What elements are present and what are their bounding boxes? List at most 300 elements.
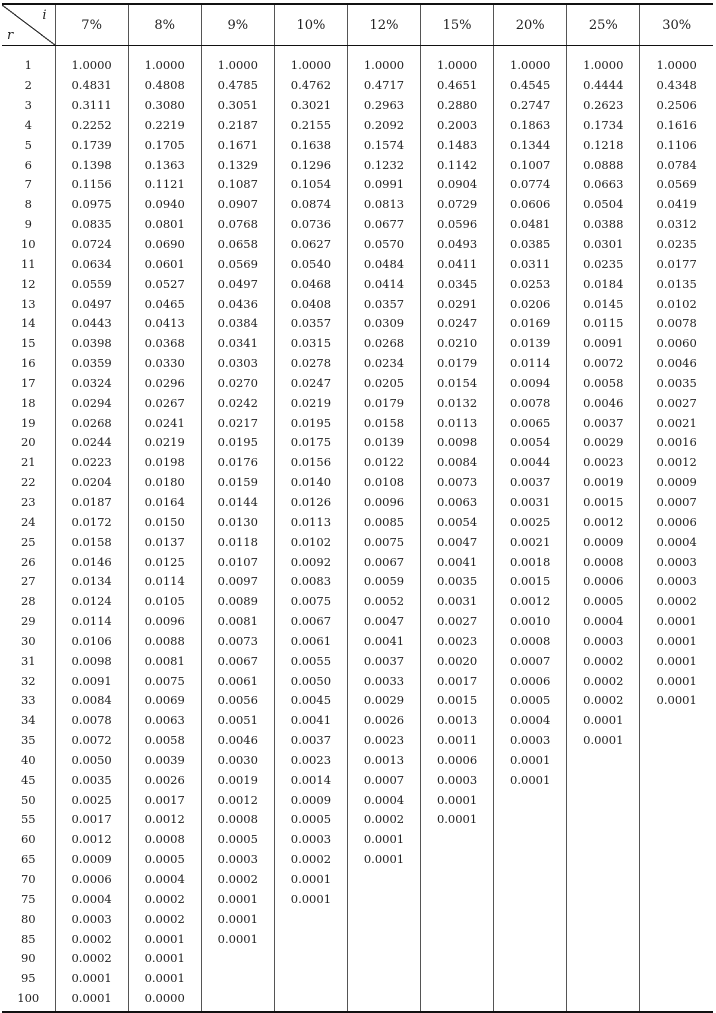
value-cell: 0.0037 [494, 473, 567, 493]
table-row [2, 691, 713, 711]
value-cell: 0.0084 [421, 453, 494, 473]
value-cell: 0.0035 [55, 770, 128, 790]
row-label: 22 [20, 475, 36, 490]
value-cell: 0.0102 [640, 294, 713, 314]
value-cell: 0.0217 [201, 413, 274, 433]
row-label: 65 [20, 852, 36, 867]
row-label: 27 [20, 574, 36, 589]
table-row [2, 473, 713, 493]
value-cell: 0.0021 [640, 413, 713, 433]
value-cell: 0.0114 [128, 572, 201, 592]
value-cell [347, 870, 420, 890]
value-cell: 0.0145 [567, 294, 640, 314]
row-label: 26 [20, 554, 36, 569]
value-cell: 0.0137 [128, 532, 201, 552]
value-cell: 0.0677 [347, 215, 420, 235]
value-cell: 0.1734 [567, 116, 640, 136]
value-cell: 0.0075 [347, 532, 420, 552]
value-cell: 0.0172 [55, 512, 128, 532]
value-cell: 0.0219 [128, 433, 201, 453]
value-cell: 0.0081 [201, 612, 274, 632]
value-cell: 0.0004 [347, 790, 420, 810]
table-row [2, 671, 713, 691]
value-cell [494, 810, 567, 830]
header-row [2, 4, 713, 46]
row-label: 95 [20, 971, 36, 986]
table-row [2, 116, 713, 136]
factor-table [2, 3, 713, 1004]
value-cell: 0.0187 [55, 493, 128, 513]
value-cell [494, 949, 567, 969]
value-cell: 0.0006 [55, 870, 128, 890]
value-cell: 0.0084 [55, 691, 128, 711]
value-cell [201, 989, 274, 1012]
value-cell: 0.0368 [128, 334, 201, 354]
value-cell: 0.0017 [421, 671, 494, 691]
value-cell: 0.0003 [274, 830, 347, 850]
value-cell: 0.0001 [421, 790, 494, 810]
rate-header: 25% [567, 4, 640, 46]
value-cell: 0.0504 [567, 195, 640, 215]
value-cell: 0.0007 [640, 493, 713, 513]
value-cell: 0.0003 [567, 631, 640, 651]
value-cell: 0.0002 [274, 850, 347, 870]
row-label: 12 [20, 276, 36, 291]
value-cell [567, 810, 640, 830]
row-label: 25 [20, 534, 36, 549]
value-cell: 0.0139 [347, 433, 420, 453]
row-label: 33 [20, 693, 36, 708]
value-cell: 0.1638 [274, 135, 347, 155]
value-cell: 0.0324 [55, 374, 128, 394]
value-cell: 0.0158 [55, 532, 128, 552]
value-cell: 0.0006 [640, 512, 713, 532]
value-cell: 0.0888 [567, 155, 640, 175]
value-cell: 0.0267 [128, 393, 201, 413]
value-cell [494, 850, 567, 870]
rate-header: 12% [347, 4, 420, 46]
value-cell: 0.0078 [640, 314, 713, 334]
value-cell [347, 929, 420, 949]
value-cell [274, 969, 347, 989]
value-cell [567, 850, 640, 870]
value-cell [640, 889, 713, 909]
value-cell: 1.0000 [201, 46, 274, 76]
table-row [2, 989, 713, 1012]
value-cell: 0.0132 [421, 393, 494, 413]
value-cell [274, 989, 347, 1012]
value-cell: 0.0098 [55, 651, 128, 671]
corner-cell [2, 4, 55, 46]
value-cell [640, 850, 713, 870]
value-cell [421, 850, 494, 870]
value-cell: 0.0067 [201, 651, 274, 671]
row-label: 1 [24, 58, 32, 73]
value-cell: 0.0002 [55, 929, 128, 949]
value-cell [567, 770, 640, 790]
table-row [2, 969, 713, 989]
value-cell: 0.0312 [640, 215, 713, 235]
row-label: 17 [20, 375, 36, 390]
value-cell: 0.0493 [421, 235, 494, 255]
value-cell [640, 711, 713, 731]
value-cell: 0.0013 [421, 711, 494, 731]
table-row [2, 929, 713, 949]
value-cell: 0.0047 [421, 532, 494, 552]
value-cell: 0.0006 [494, 671, 567, 691]
value-cell: 0.0244 [55, 433, 128, 453]
value-cell: 0.1156 [55, 175, 128, 195]
value-cell: 0.0130 [201, 512, 274, 532]
value-cell: 0.0001 [201, 909, 274, 929]
value-cell: 0.0004 [128, 870, 201, 890]
row-label: 45 [20, 772, 36, 787]
value-cell [567, 949, 640, 969]
value-cell: 0.0164 [128, 493, 201, 513]
row-label: 11 [20, 256, 36, 271]
value-cell: 0.0468 [274, 274, 347, 294]
table-row [2, 314, 713, 334]
value-cell: 1.0000 [421, 46, 494, 76]
value-cell: 0.0176 [201, 453, 274, 473]
value-cell: 0.0126 [274, 493, 347, 513]
value-cell: 0.0009 [274, 790, 347, 810]
table-row [2, 254, 713, 274]
value-cell [347, 889, 420, 909]
value-cell: 0.0058 [567, 374, 640, 394]
value-cell: 0.0033 [347, 671, 420, 691]
value-cell [421, 830, 494, 850]
value-cell: 0.2747 [494, 96, 567, 116]
rate-header: 30% [640, 4, 713, 46]
value-cell: 0.0107 [201, 552, 274, 572]
value-cell: 0.1007 [494, 155, 567, 175]
value-cell [640, 731, 713, 751]
value-cell: 0.0014 [274, 770, 347, 790]
value-cell: 0.0004 [567, 612, 640, 632]
value-cell: 0.0975 [55, 195, 128, 215]
value-cell: 0.0309 [347, 314, 420, 334]
value-cell: 0.0015 [567, 493, 640, 513]
value-cell: 0.0009 [640, 473, 713, 493]
value-cell: 0.0027 [640, 393, 713, 413]
value-cell: 0.2219 [128, 116, 201, 136]
value-cell: 0.0000 [128, 989, 201, 1012]
value-cell: 0.1106 [640, 135, 713, 155]
value-cell: 0.0007 [347, 770, 420, 790]
rate-header: 8% [128, 4, 201, 46]
value-cell [640, 949, 713, 969]
value-cell: 0.0089 [201, 592, 274, 612]
value-cell: 0.2092 [347, 116, 420, 136]
value-cell: 0.0054 [421, 512, 494, 532]
value-cell: 0.0002 [567, 671, 640, 691]
value-cell [347, 949, 420, 969]
value-cell: 0.0169 [494, 314, 567, 334]
value-cell: 0.0009 [567, 532, 640, 552]
value-cell: 0.4785 [201, 76, 274, 96]
value-cell: 0.0301 [567, 235, 640, 255]
row-label: 31 [20, 653, 36, 668]
value-cell: 0.0001 [201, 889, 274, 909]
value-cell: 0.0015 [494, 572, 567, 592]
value-cell: 0.0179 [421, 354, 494, 374]
value-cell: 0.0001 [201, 929, 274, 949]
value-cell: 0.0001 [128, 969, 201, 989]
value-cell: 0.0253 [494, 274, 567, 294]
value-cell: 0.0106 [55, 631, 128, 651]
value-cell: 0.0073 [421, 473, 494, 493]
value-cell [201, 969, 274, 989]
value-cell [274, 949, 347, 969]
table-row [2, 155, 713, 175]
table-row [2, 413, 713, 433]
value-cell: 0.2880 [421, 96, 494, 116]
value-cell: 0.0012 [567, 512, 640, 532]
value-cell: 0.0045 [274, 691, 347, 711]
value-cell: 0.0037 [567, 413, 640, 433]
value-cell: 0.0012 [640, 453, 713, 473]
value-cell: 0.0012 [201, 790, 274, 810]
table-row [2, 334, 713, 354]
value-cell: 0.1705 [128, 135, 201, 155]
value-cell: 0.1087 [201, 175, 274, 195]
table-row [2, 135, 713, 155]
value-cell: 0.0465 [128, 294, 201, 314]
value-cell: 0.0177 [640, 254, 713, 274]
row-label: 75 [20, 891, 36, 906]
value-cell: 0.0008 [128, 830, 201, 850]
value-cell: 0.1671 [201, 135, 274, 155]
value-cell: 0.0017 [55, 810, 128, 830]
value-cell: 1.0000 [640, 46, 713, 76]
value-cell: 0.0003 [201, 850, 274, 870]
value-cell: 0.2155 [274, 116, 347, 136]
value-cell: 0.0003 [640, 552, 713, 572]
table-row [2, 850, 713, 870]
value-cell: 0.0242 [201, 393, 274, 413]
value-cell: 0.4808 [128, 76, 201, 96]
value-cell: 0.0150 [128, 512, 201, 532]
table-row [2, 532, 713, 552]
row-label: 24 [20, 514, 36, 529]
value-cell: 0.2252 [55, 116, 128, 136]
value-cell: 0.0091 [55, 671, 128, 691]
value-cell: 0.0001 [640, 671, 713, 691]
value-cell: 0.0094 [494, 374, 567, 394]
value-cell [640, 830, 713, 850]
table-row [2, 453, 713, 473]
value-cell: 0.0904 [421, 175, 494, 195]
value-cell: 0.0008 [567, 552, 640, 572]
value-cell [640, 909, 713, 929]
value-cell: 0.0768 [201, 215, 274, 235]
value-cell: 0.0035 [421, 572, 494, 592]
value-cell: 0.0019 [201, 770, 274, 790]
value-cell: 0.0063 [421, 493, 494, 513]
value-cell: 0.0235 [640, 235, 713, 255]
value-cell: 0.0004 [640, 532, 713, 552]
row-label: 2 [24, 78, 32, 93]
value-cell: 0.0195 [201, 433, 274, 453]
rate-header: 20% [494, 4, 567, 46]
value-cell: 0.0023 [274, 751, 347, 771]
value-cell: 0.0105 [128, 592, 201, 612]
row-label: 15 [20, 336, 36, 351]
value-cell: 0.0001 [640, 691, 713, 711]
value-cell: 0.3111 [55, 96, 128, 116]
value-cell: 0.0411 [421, 254, 494, 274]
value-cell: 0.4348 [640, 76, 713, 96]
value-cell: 0.0278 [274, 354, 347, 374]
value-cell: 1.0000 [347, 46, 420, 76]
value-cell: 0.0001 [128, 949, 201, 969]
table-row [2, 751, 713, 771]
value-cell [567, 969, 640, 989]
row-label: 10 [20, 237, 36, 252]
value-cell: 0.2187 [201, 116, 274, 136]
value-cell [567, 889, 640, 909]
factor-table-grid [2, 3, 713, 1013]
row-label: 80 [20, 911, 36, 926]
table-row [2, 770, 713, 790]
value-cell: 0.0195 [274, 413, 347, 433]
table-row [2, 294, 713, 314]
value-cell: 0.0078 [55, 711, 128, 731]
value-cell: 0.0596 [421, 215, 494, 235]
value-cell: 0.1574 [347, 135, 420, 155]
row-label: 90 [20, 951, 36, 966]
value-cell: 0.0345 [421, 274, 494, 294]
value-cell: 0.0113 [421, 413, 494, 433]
value-cell: 0.0031 [494, 493, 567, 513]
value-cell: 0.0139 [494, 334, 567, 354]
value-cell: 0.0025 [494, 512, 567, 532]
value-cell: 0.0001 [494, 770, 567, 790]
corner-label-i: i [42, 8, 47, 23]
value-cell: 0.0907 [201, 195, 274, 215]
value-cell: 0.0098 [421, 433, 494, 453]
value-cell [640, 810, 713, 830]
value-cell [640, 929, 713, 949]
value-cell [567, 909, 640, 929]
value-cell: 0.0009 [55, 850, 128, 870]
value-cell: 0.0029 [347, 691, 420, 711]
value-cell [494, 830, 567, 850]
value-cell: 0.0357 [347, 294, 420, 314]
value-cell [421, 909, 494, 929]
value-cell: 0.1232 [347, 155, 420, 175]
value-cell: 0.0056 [201, 691, 274, 711]
table-row [2, 949, 713, 969]
value-cell: 0.0031 [421, 592, 494, 612]
value-cell: 1.0000 [128, 46, 201, 76]
value-cell: 0.0210 [421, 334, 494, 354]
value-cell: 0.0835 [55, 215, 128, 235]
value-cell: 0.0002 [567, 691, 640, 711]
value-cell: 1.0000 [274, 46, 347, 76]
value-cell: 0.0092 [274, 552, 347, 572]
value-cell: 0.0140 [274, 473, 347, 493]
value-cell: 0.0023 [347, 731, 420, 751]
value-cell: 0.0690 [128, 235, 201, 255]
table-row [2, 731, 713, 751]
value-cell: 0.0311 [494, 254, 567, 274]
value-cell: 0.4762 [274, 76, 347, 96]
value-cell [201, 949, 274, 969]
value-cell: 0.0006 [567, 572, 640, 592]
value-cell: 0.0002 [567, 651, 640, 671]
value-cell [640, 989, 713, 1012]
value-cell: 0.0030 [201, 751, 274, 771]
value-cell: 0.0044 [494, 453, 567, 473]
value-cell: 0.0052 [347, 592, 420, 612]
rate-header: 7% [55, 4, 128, 46]
value-cell [494, 909, 567, 929]
table-row [2, 830, 713, 850]
value-cell: 0.0085 [347, 512, 420, 532]
row-label: 8 [24, 197, 32, 212]
value-cell: 0.0114 [494, 354, 567, 374]
value-cell: 0.0724 [55, 235, 128, 255]
value-cell: 0.0268 [55, 413, 128, 433]
value-cell: 0.0180 [128, 473, 201, 493]
table-row [2, 631, 713, 651]
value-cell: 0.0001 [55, 969, 128, 989]
table-row [2, 552, 713, 572]
rate-header: 15% [421, 4, 494, 46]
value-cell: 0.0813 [347, 195, 420, 215]
value-cell: 0.1218 [567, 135, 640, 155]
value-cell [567, 989, 640, 1012]
value-cell: 0.4717 [347, 76, 420, 96]
value-cell: 0.0046 [640, 354, 713, 374]
row-label: 18 [20, 395, 36, 410]
value-cell: 0.3021 [274, 96, 347, 116]
value-cell: 0.1329 [201, 155, 274, 175]
value-cell: 0.0069 [128, 691, 201, 711]
row-label: 50 [20, 792, 36, 807]
value-cell: 0.0001 [274, 870, 347, 890]
value-cell: 0.0497 [201, 274, 274, 294]
value-cell: 0.0003 [640, 572, 713, 592]
value-cell: 0.0774 [494, 175, 567, 195]
value-cell: 0.0663 [567, 175, 640, 195]
value-cell: 0.0002 [201, 870, 274, 890]
value-cell: 0.0118 [201, 532, 274, 552]
value-cell: 0.0041 [274, 711, 347, 731]
value-cell: 0.0067 [274, 612, 347, 632]
value-cell: 0.0041 [421, 552, 494, 572]
value-cell: 0.0481 [494, 215, 567, 235]
value-cell: 0.0005 [201, 830, 274, 850]
rate-header: 9% [201, 4, 274, 46]
row-label: 14 [20, 316, 36, 331]
value-cell: 0.0113 [274, 512, 347, 532]
value-cell: 0.0041 [347, 631, 420, 651]
value-cell: 0.0019 [567, 473, 640, 493]
value-cell: 0.0606 [494, 195, 567, 215]
value-cell: 0.0054 [494, 433, 567, 453]
value-cell: 1.0000 [55, 46, 128, 76]
value-cell: 0.0097 [201, 572, 274, 592]
table-row [2, 274, 713, 294]
value-cell: 0.1398 [55, 155, 128, 175]
table-row [2, 909, 713, 929]
value-cell: 0.0002 [347, 810, 420, 830]
value-cell: 0.0002 [128, 909, 201, 929]
row-label: 40 [20, 752, 36, 767]
